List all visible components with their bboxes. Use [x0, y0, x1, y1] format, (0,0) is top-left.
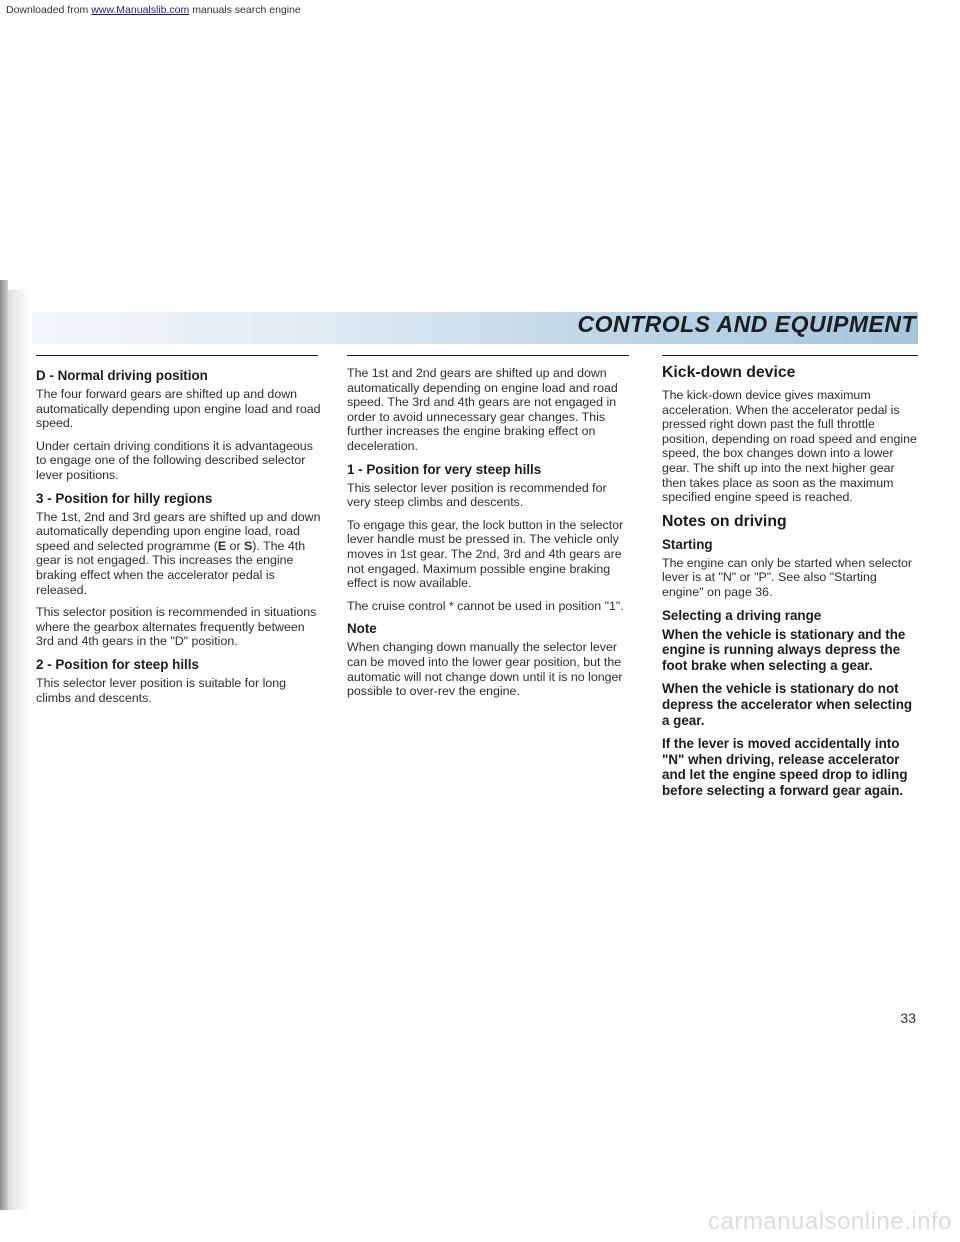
heading-notes-on-driving: Notes on driving [662, 512, 787, 530]
paragraph-d-2: Under certain driving conditions it is advantageous to engage one of the following described selector lever positions. [36, 438, 313, 482]
paragraph-kick-down: The kick-down device gives maximum acceleration. When the accelerator pedal is pressed right down past the full throttle position, depending on road speed and engine speed, the box changes down into a lower gear. The shift up into the next higher gear then takes place as soon as the maximum specified engine speed is reached. [662, 388, 917, 505]
download-source-line [6, 4, 301, 16]
heading-1-very-steep: 1 - Position for very steep hills [347, 461, 542, 477]
paragraph-1-1: This selector lever position is recommended for very steep climbs and descents. [347, 480, 607, 510]
heading-selecting-range: Selecting a driving range [662, 607, 822, 623]
column-2 [347, 364, 631, 707]
heading-3-hilly: 3 - Position for hilly regions [36, 490, 213, 506]
warning-foot-brake: When the vehicle is stationary and the engine is running always depress the foot brake when selecting a gear. [662, 626, 906, 673]
paragraph-3-1a: The 1st, 2nd and 3rd gears are shifted up and down automatically depending upon engine load, road speed and selected programme ( [36, 509, 321, 553]
paragraph-1-3: The cruise control * cannot be used in position "1". [347, 598, 624, 613]
column-rule-1 [36, 355, 318, 356]
warning-neutral: If the lever is moved accidentally into "N" when driving, release accelerator and let the engine speed drop to idling before selecting a forward gear again. [662, 736, 908, 798]
programme-or: or [226, 538, 245, 553]
heading-note: Note [347, 621, 377, 637]
paragraph-3-1b: ). The 4th gear is not engaged. This increases the engine braking effect when the accelerator pedal is released. [36, 538, 306, 597]
heading-d-normal: D - Normal driving position [36, 368, 208, 383]
download-suffix: manuals search engine [192, 4, 301, 16]
manualslib-link[interactable]: www.Manualslib.com [91, 4, 190, 16]
paragraph-note: When changing down manually the selector lever can be moved into the lower gear position, but the automatic will not change down until it is no longer possible to over-rev the engine. [347, 640, 623, 699]
column-rule-2 [347, 355, 629, 356]
column-3 [662, 364, 920, 806]
page-number: 33 [900, 1010, 916, 1026]
heading-kick-down: Kick-down device [662, 364, 796, 381]
paragraph-2-gears: The 1st and 2nd gears are shifted up and down automatically depending on engine load and road speed. The 3rd and 4th gears are not engaged in order to avoid unnecessary gear changes. This further increases the engine braking effect on deceleration. [347, 366, 618, 453]
heading-2-steep: 2 - Position for steep hills [36, 656, 199, 672]
section-title: CONTROLS AND EQUIPMENT [577, 311, 916, 337]
paragraph-1-2: To engage this gear, the lock button in the selector lever handle must be pressed in. The vehicle only moves in 1st gear. The 2nd, 3rd and 4th gears are not engaged. Maximum possible engine braking effect is now available. [347, 517, 624, 591]
column-1 [36, 364, 322, 713]
download-prefix: Downloaded from [6, 4, 89, 16]
programme-e: E [217, 538, 227, 553]
page-binding-edge [0, 280, 8, 1210]
paragraph-d-1: The four forward gears are shifted up and down automatically depending upon engine load and road speed. [36, 387, 321, 431]
heading-starting: Starting [662, 536, 713, 552]
watermark-footer: carmanualsonline.info [708, 1208, 952, 1235]
paragraph-2-1: This selector lever position is suitable for long climbs and descents. [36, 675, 286, 705]
column-rule-3 [662, 355, 918, 356]
paragraph-starting: The engine can only be started when selector lever is at "N" or "P". See also "Starting engine" on page 36. [662, 555, 913, 599]
paragraph-3-1 [36, 510, 322, 598]
programme-s: S [244, 538, 253, 553]
paragraph-3-2: This selector position is recommended in situations where the gearbox alternates frequently between 3rd and 4th gears in the "D" position. [36, 605, 317, 649]
warning-accelerator: When the vehicle is stationary do not depress the accelerator when selecting a gear. [662, 681, 913, 728]
